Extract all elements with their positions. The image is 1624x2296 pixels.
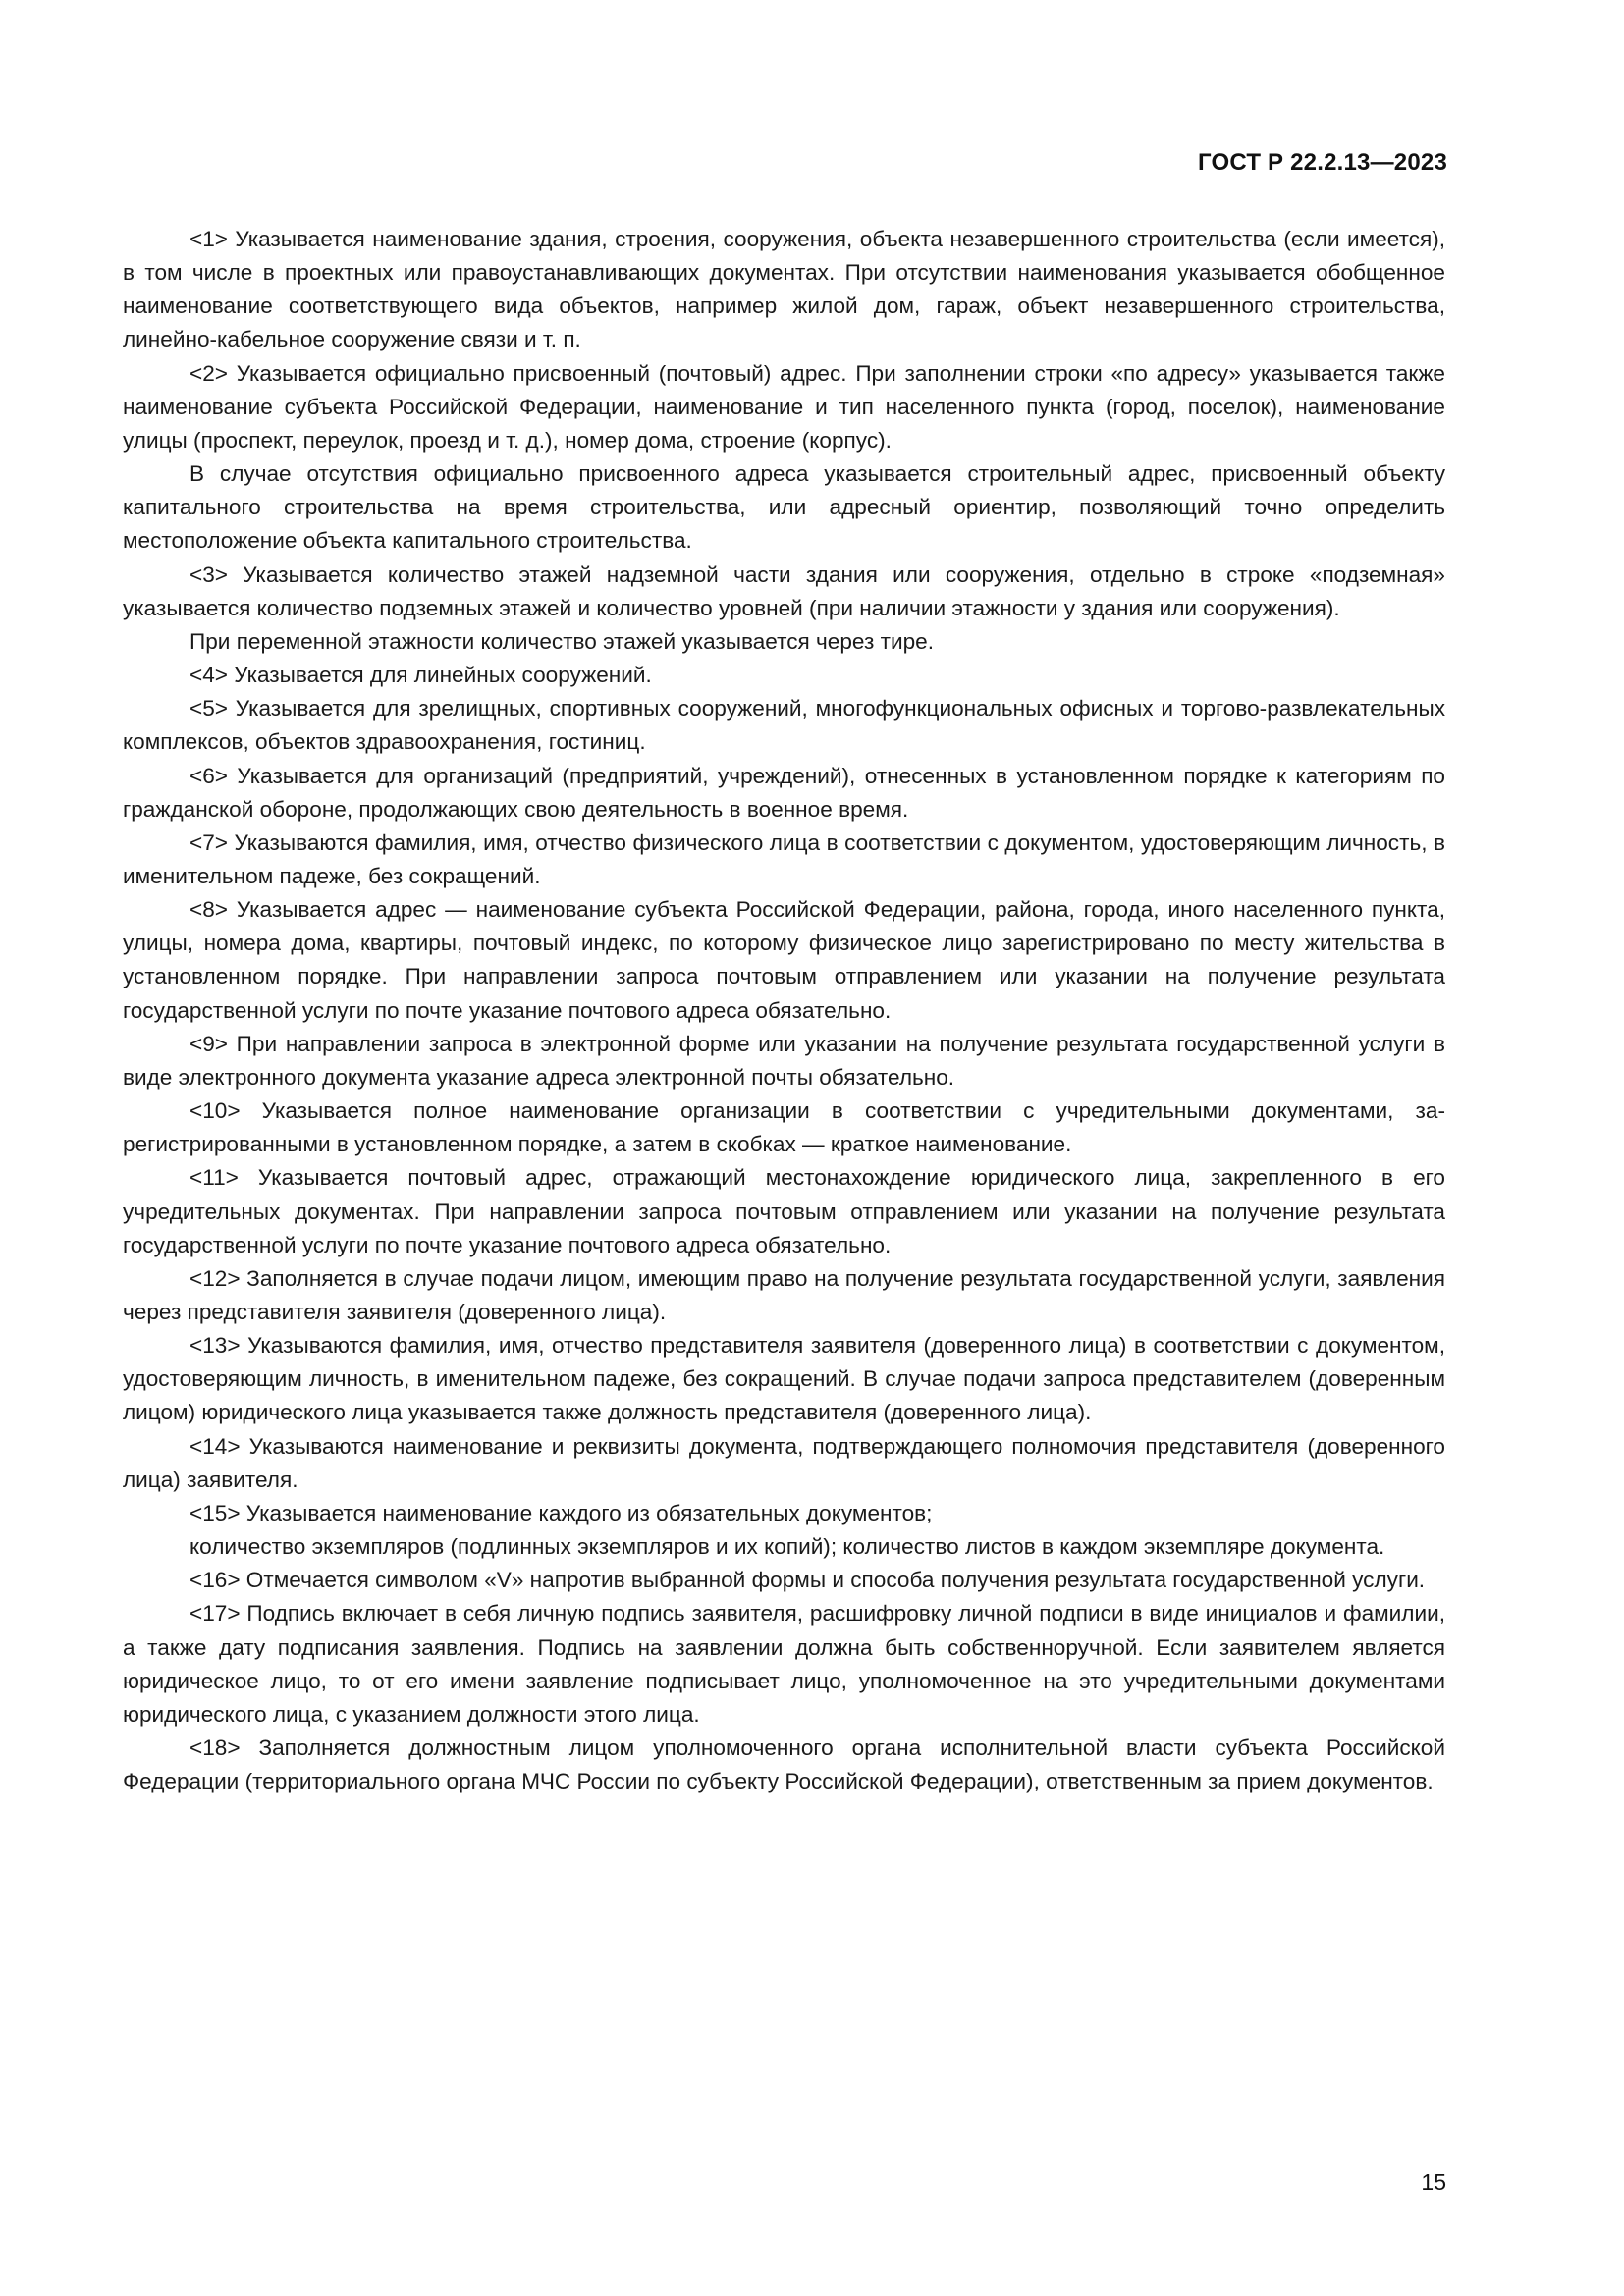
note-6: <6> Указывается для организаций (предприятий, учреждений), отнесенных в установленном порядке к категориям по гражданской обороне, продолжающих свою деятельность в военное время. [123, 763, 1445, 822]
note-18: <18> Заполняется должностным лицом уполномоченного органа исполнительной власти субъекта Российской Федерации (территориального органа МЧС России по субъекту Российской Федерации), ответственным за прием документов. [123, 1735, 1445, 1794]
document-code: ГОСТ Р 22.2.13—2023 [1198, 149, 1447, 176]
note-16: <16> Отмечается символом «V» напротив выбранной формы и способа получения результата государственной услуги. [189, 1568, 1426, 1593]
note-13: <13> Указываются фамилия, имя, отчество представителя заявителя (доверенного лица) в соответствии с документом, удостоверяющим личность, в именительном падеже, без сокращений. В случае подачи запроса представителем (доверенным лицом) юридического лица указывается также должность представителя (доверенного лица). [123, 1333, 1445, 1425]
note-4: <4> Указывается для линейных сооружений. [189, 663, 652, 688]
note-14: <14> Указываются наименование и реквизиты документа, подтверждающего полномочия представителя (доверенного лица) заявителя. [123, 1433, 1445, 1492]
note-15-continuation: количество экземпляров (подлинных экземпляров и их копий); количество листов в каждом экземпляре документа. [189, 1534, 1385, 1560]
note-5: <5> Указывается для зрелищных, спортивных сооружений, многофункциональных офисных и торгово-развлекательных комплексов, объектов здравоохранения, гостиниц. [123, 696, 1445, 755]
note-9: <9> При направлении запроса в электронной форме или указании на получение результата государственной услуги в виде электронного документа указание адреса электронной почты обязательно. [123, 1031, 1445, 1090]
note-3: <3> Указывается количество этажей надземной части здания или сооружения, отдельно в строке «подземная» указывается количество подземных этажей и количество уровней (при наличии этажности у здания или сооружения). [123, 561, 1445, 620]
page-number: 15 [1421, 2169, 1446, 2195]
footnotes-body [123, 223, 1445, 1798]
note-2: <2> Указывается официально присвоенный (почтовый) адрес. При заполнении строки «по адресу» указывается также наименование субъекта Российской Федерации, наименование и тип населенного пункта (город, поселок), наименование улицы (проспект, переулок, проезд и т. д.), номер дома, строение (корпус). [123, 360, 1445, 453]
note-11: <11> Указывается почтовый адрес, отражающий местонахождение юридического лица, закрепленного в его учредительных документах. При направлении запроса почтовым отправлением или указании на получение результата государственной услуги по почте указание почтового адреса обязательно. [123, 1165, 1445, 1257]
note-7: <7> Указываются фамилия, имя, отчество физического лица в соответствии с документом, удостоверяющим личность, в именительном падеже, без сокращений. [123, 829, 1445, 888]
note-1: <1> Указывается наименование здания, строения, сооружения, объекта незавершенного строительства (если имеется), в том числе в проектных или правоустанавливающих документах. При отсутствии наименования указывается обобщенное наименование соответствующего вида объектов, например жилой дом, гараж, объект незавершенного строительства, линейно-кабельное сооружение связи и т. п. [123, 227, 1445, 352]
note-8: <8> Указывается адрес — наименование субъекта Российской Федерации, района, города, иного населенного пункта, улицы, номера дома, квартиры, почтовый индекс, по которому физическое лицо зарегистрировано по месту жительства в установленном порядке. При направлении запроса почтовым отправлением или указании на получение результата государственной услуги по почте указание почтового адреса обязательно. [123, 897, 1445, 1023]
note-15: <15> Указывается наименование каждого из обязательных документов; [189, 1500, 933, 1525]
note-12: <12> Заполняется в случае подачи лицом, имеющим право на получение результата государственной услуги, заявления через представителя заявителя (доверенного лица). [123, 1265, 1445, 1324]
note-3-continuation: При переменной этажности количество этажей указывается через тире. [189, 628, 935, 654]
note-2-continuation: В случае отсутствия официально присвоенного адреса указывается строительный адрес, присвоенный объекту капитального строительства на время строительства, или адресный ориентир, позволяющий точно определить местоположение объекта капитального строительства. [123, 461, 1445, 554]
note-10: <10> Указывается полное наименование организации в соответствии с учредительными документами, зарегистрированными в установленном порядке, а затем в скобках — краткое наименование. [123, 1098, 1445, 1157]
note-17: <17> Подпись включает в себя личную подпись заявителя, расшифровку личной подписи в виде инициалов и фамилии, а также дату подписания заявления. Подпись на заявлении должна быть собственноручной. Если заявителем является юридическое лицо, то от его имени заявление подписывает лицо, уполномоченное на это учредительными документами юридического лица, с указанием должности этого лица. [123, 1601, 1445, 1727]
